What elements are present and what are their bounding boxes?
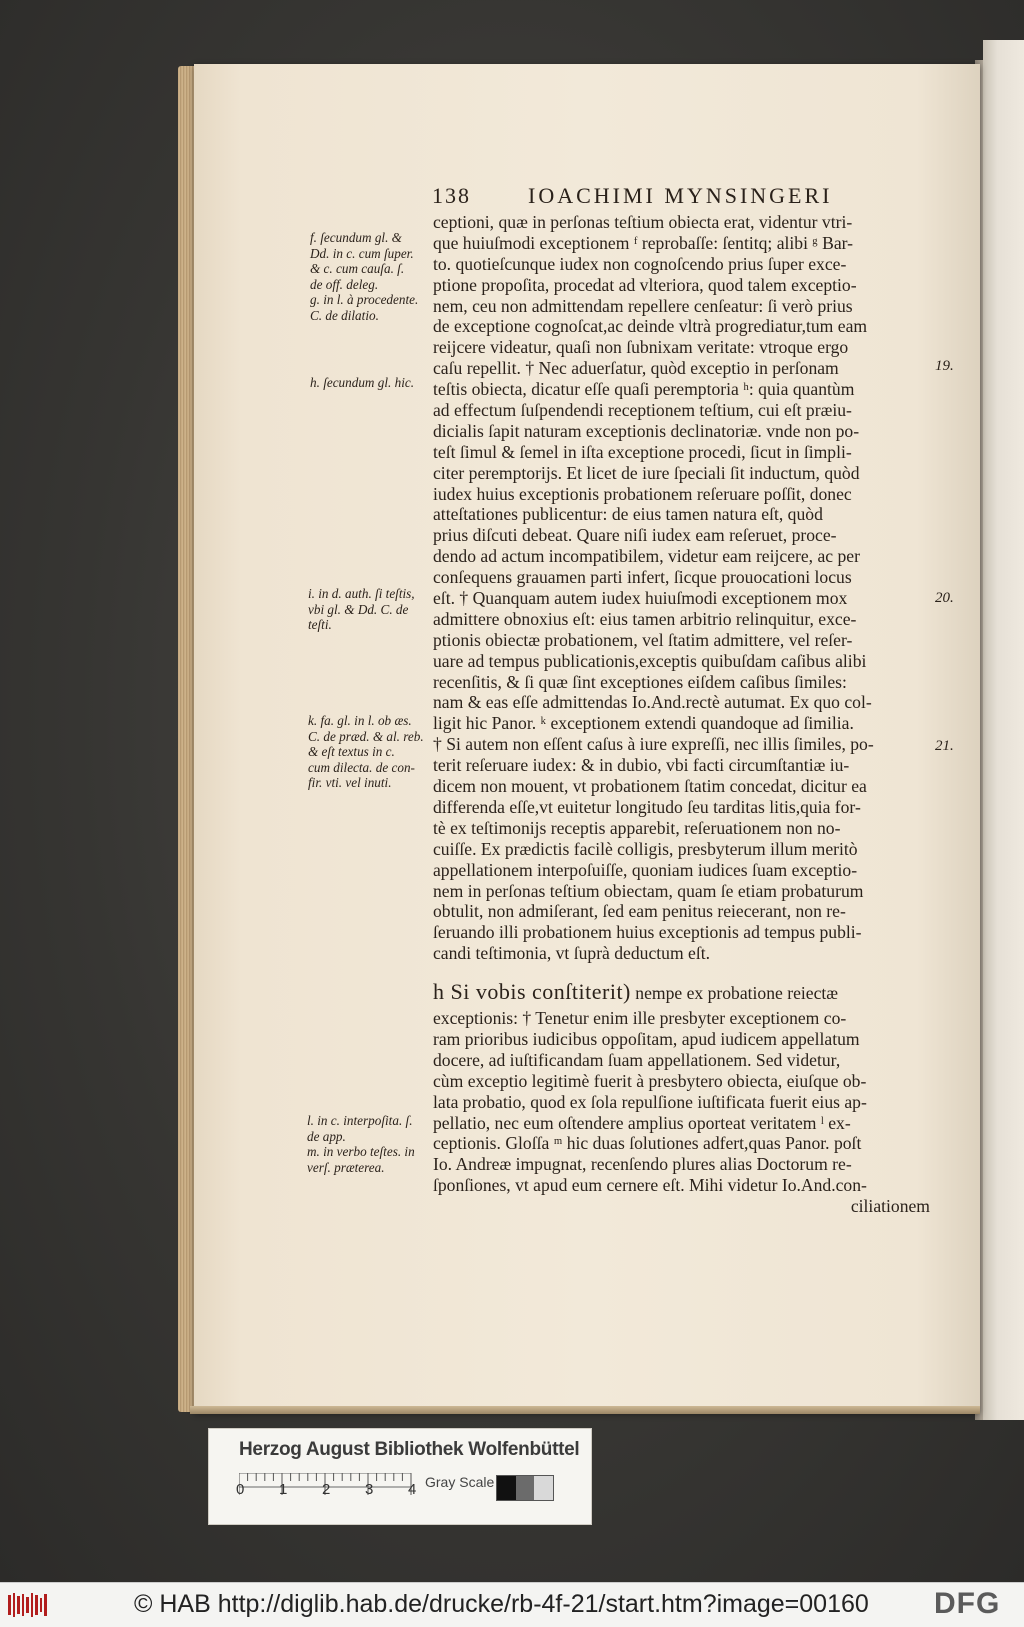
sidenote-line: verſ. præterea.: [307, 1159, 385, 1175]
color-scale-card: [208, 1428, 592, 1525]
text-line: ad effectum ſuſpendendi receptionem teſtium, cui eſt præiu-: [433, 400, 852, 421]
text-line: prius diſcuti debeat. Quare niſi iudex eam reſeruet, proce-: [433, 525, 837, 546]
text-line: reijcere videatur, quaſi non ſubnixam veritate: vtroque ergo: [433, 337, 849, 358]
sidenote-line: cum dilecta. de con-: [308, 759, 415, 775]
text-line: dendo ad actum incompatibilem, videtur eam reijcere, ac per: [433, 546, 860, 567]
sidenote-line: C. de dilatio.: [310, 307, 379, 323]
text-line: ceptionis. Gloſſa ᵐ hic duas ſolutiones adfert,quas Panor. poſt: [433, 1133, 862, 1154]
section-h-lead-tail: nempe ex probatione reiectæ: [630, 983, 839, 1004]
text-line: obtulit, non admiſerant, ſed eam penitus reiecerant, non re-: [433, 901, 846, 922]
sidenote-line: Dd. in c. cum ſuper.: [310, 245, 414, 261]
text-line: candi teſtimonia, vt ſuprà deductum eſt.: [433, 943, 711, 964]
text-line: Io. Andreæ impugnat, recenſendo plures alias Doctorum re-: [433, 1154, 852, 1175]
ruler-label: 3: [365, 1481, 374, 1498]
page-number: 138: [432, 183, 471, 208]
gray-swatch-mid: [516, 1476, 535, 1500]
paragraph-number-20: 20.: [935, 590, 954, 606]
sidenote-line: de off. deleg.: [310, 276, 379, 292]
text-line: to. quotieſcunque iudex non cognoſcendo prius ſuper exce-: [433, 253, 847, 274]
ruler-label: 4: [408, 1481, 417, 1498]
sidenote-line: l. in c. interpoſita. ſ.: [307, 1113, 413, 1128]
section-h-lead: h Si vobis conſtiterit): [433, 979, 631, 1005]
text-line: conſequens grauamen parti infert, ſicque prouocationi locus: [433, 567, 852, 588]
ruler-ticks: [239, 1473, 424, 1495]
sidenote-line: de app.: [307, 1128, 346, 1144]
paragraph-number-21: 21.: [935, 738, 954, 754]
running-header: [432, 183, 842, 211]
running-title: IOACHIMI MYNSINGERI: [528, 183, 833, 208]
text-line: eſt. † Quanquam autem iudex huiuſmodi exceptionem mox: [433, 588, 848, 609]
sidenote-h: [310, 375, 428, 391]
page-bottom-edge: [190, 1406, 980, 1414]
text-line: ptione propoſita, procedat ad vlteriora, quod talem exceptio-: [433, 274, 857, 295]
text-line: caſu repellit. † Nec aduerſatur, quòd exceptio in perſonam: [433, 358, 839, 379]
text-line: nam & eas eſſe admittendas Io.And.rectè autumat. Ex quo col-: [433, 692, 872, 713]
sidenote-line: f. ſecundum gl. &: [310, 230, 402, 245]
text-line: de exceptione cognoſcat,ac deinde vltrà progrediatur,tum eam: [433, 316, 868, 337]
text-line: citer peremptorijs. Et licet de iure ſpeciali ſit inductum, quòd: [433, 462, 860, 483]
sidenote-line: teſti.: [308, 617, 332, 632]
text-line: dicialis ſapit naturam exceptionis declinatoriæ. vnde non po-: [433, 420, 860, 441]
text-line: teſt ſimul & ſemel in iſta exceptione procedi, ſicut in ſimpli-: [433, 441, 852, 462]
facing-page-edge: [983, 40, 1024, 1420]
footer-copyright-url: © HAB http://diglib.hab.de/drucke/rb-4f-21/start.htm?image=00160: [134, 1590, 869, 1618]
sidenote-line: h. ſecundum gl. hic.: [310, 375, 415, 390]
text-line: † Si autem non eſſent caſus à iure expreſſi, nec illis ſimiles, po-: [433, 734, 874, 755]
text-line: cùm exceptio legitimè fuerit à presbytero obiecta, eiuſque ob-: [433, 1070, 867, 1091]
text-line: pellatio, nec eum oſtendere amplius oporteat veritatem ˡ ex-: [433, 1112, 851, 1133]
text-line: ligit hic Panor. ᵏ exceptionem extendi quandoque ad ſimilia.: [433, 713, 854, 734]
text-line: nem, ceu non admittendam repellere cenſeatur: ſi verò prius: [433, 295, 853, 316]
text-line: differenda eſſe,vt euitetur longitudo ſeu tarditas litis,quia for-: [433, 796, 861, 817]
barcode-logo-icon: [8, 1593, 48, 1617]
text-line: ſponſiones, vt apud eum cernere eſt. Mihi videtur Io.And.con-: [433, 1175, 867, 1196]
text-line: appellationem interpoſuiſſe, quoniam iudices ſuam exceptio-: [433, 859, 858, 880]
dfg-logo: DFG: [934, 1587, 1001, 1620]
sidenote-line: k. fa. gl. in l. ob æs.: [308, 713, 412, 728]
text-line: iudex huius exceptionis probationem reſeruare poſſit, donec: [433, 483, 852, 504]
sidenote-l-m: [307, 1113, 425, 1175]
section-h-heading: [433, 979, 930, 1008]
text-line: tè ex teſtimonijs receptis apparebit, reſeruationem non no-: [433, 817, 841, 838]
sidenote-line: vbi gl. & Dd. C. de: [308, 601, 409, 617]
footer-bar: [0, 1582, 1024, 1627]
text-line: recenſitis, & ſi quæ ſint exceptiones eiſdem caſibus ſimiles:: [433, 671, 847, 692]
text-line: ram prioribus iudicibus oppoſitam, apud iudicem appellatum: [433, 1028, 860, 1049]
sidenote-f-g: [310, 230, 428, 323]
text-line: docere, ad iuſtificandam ſuam appellationem. Sed videtur,: [433, 1049, 841, 1070]
gray-scale-label: Gray Scale: [425, 1474, 495, 1490]
ruler-label: 0: [236, 1481, 245, 1498]
text-line: ceptioni, quæ in perſonas teſtium obiecta erat, videntur vtri-: [433, 212, 853, 232]
gray-swatch-light: [534, 1476, 553, 1500]
sidenote-line: & eſt textus in c.: [308, 744, 395, 759]
library-name: Herzog August Bibliothek Wolfenbüttel: [239, 1439, 580, 1460]
ruler-label: 1: [279, 1481, 288, 1498]
text-line: atteſtationes publicentur: de eius tamen natura eſt, quòd: [433, 504, 823, 525]
main-text-column: [433, 212, 930, 1217]
ruler-label: 2: [322, 1481, 331, 1498]
text-line: teſtis obiecta, dicatur eſſe quaſi peremptoria ʰ: quia quantùm: [433, 379, 855, 400]
sidenote-k: [308, 713, 426, 791]
sidenote-i: [308, 586, 426, 633]
gray-scale-swatches: [496, 1475, 554, 1501]
text-line: exceptionis: † Tenetur enim ille presbyter exceptionem co-: [433, 1008, 847, 1029]
paragraph-number-19: 19.: [935, 358, 954, 374]
text-line: uare ad tempus publicationis,exceptis quibuſdam caſibus alibi: [433, 650, 867, 671]
gray-swatch-dark: [497, 1476, 516, 1500]
sidenote-line: fir. vti. vel inuti.: [308, 775, 392, 790]
text-line: terit reſeruare iudex: & in dubio, vbi facti circumſtantiæ iu-: [433, 755, 850, 776]
text-line: ptionis obiectæ probationem, vel ſtatim admittere, vel reſer-: [433, 629, 853, 650]
catchword: ciliationem: [850, 1196, 930, 1217]
sidenote-line: & c. cum cauſa. ſ.: [310, 261, 405, 276]
text-line: admittere obnoxius eſt: eius tamen arbitrio relinquitur, exce-: [433, 608, 857, 629]
text-line: nem in perſonas teſtium obiectam, quam ſe etiam probaturum: [433, 880, 864, 901]
ruler: [239, 1473, 424, 1499]
text-line: lata probatio, quod ex ſola repulſione iuſtificata fuerit eius ap-: [433, 1091, 867, 1112]
sidenote-line: m. in verbo teſtes. in: [307, 1144, 415, 1159]
sidenote-line: i. in d. auth. ſi teſtis,: [308, 586, 415, 601]
text-line: ſeruando illi probationem huius exceptionis ad tempus publi-: [433, 922, 862, 943]
text-line: cuiſſe. Ex prædictis facilè colligis, presbyterum illum meritò: [433, 838, 858, 859]
sidenote-line: C. de præd. & al. reb.: [308, 728, 424, 744]
text-line: que huiuſmodi exceptionem ᶠ reprobaſſe: ſentitq; alibi ᵍ Bar-: [433, 232, 853, 253]
sidenote-line: g. in l. à procedente.: [310, 292, 419, 307]
text-line: dicem non mouent, vt probationem ſtatim concedat, dicitur ea: [433, 776, 867, 797]
